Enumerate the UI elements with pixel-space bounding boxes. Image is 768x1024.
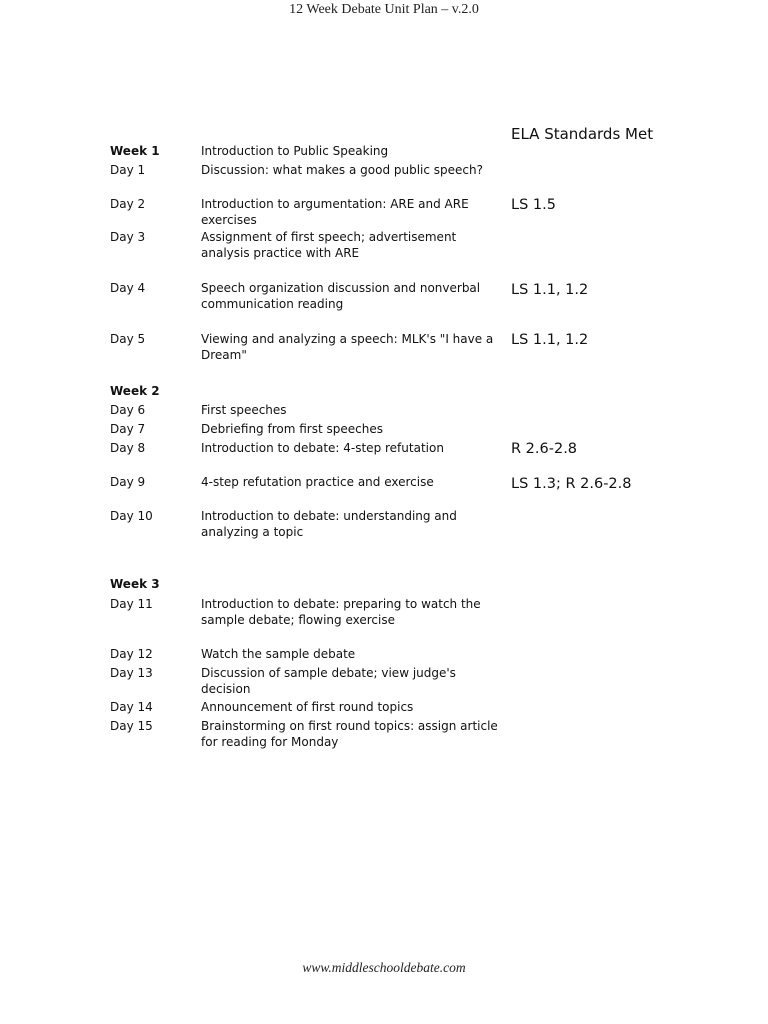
day-label: Day 12: [110, 647, 153, 661]
activity-text: Announcement of first round topics: [201, 700, 414, 714]
day-label: Day 2: [110, 197, 146, 211]
activity-text: Debriefing from first speeches: [201, 422, 383, 436]
day-label: Day 7: [110, 422, 146, 436]
activity-text: Introduction to debate: 4-step refutation: [201, 441, 444, 455]
day-label: Day 6: [110, 403, 146, 417]
day-label: Day 5: [110, 332, 146, 346]
week-heading: Week 3: [110, 577, 160, 591]
activity-text: Introduction to debate: understanding and analyzing a topic: [201, 509, 457, 539]
day-label: Day 10: [110, 509, 153, 523]
activity-text: Introduction to debate: preparing to watch the sample debate; flowing exercise: [201, 597, 481, 627]
activity-text: Speech organization discussion and nonverbal communication reading: [201, 281, 481, 311]
activity-text: Discussion of sample debate; view judge's decision: [201, 666, 456, 696]
day-label: Day 3: [110, 230, 146, 244]
day-label: Day 9: [110, 475, 146, 489]
week-heading: Week 2: [110, 384, 160, 398]
week-heading: Week 1: [110, 144, 160, 158]
day-label: Day 13: [110, 666, 153, 680]
standards-column-heading: ELA Standards Met: [511, 125, 654, 143]
standard-code: LS 1.1, 1.2: [511, 282, 589, 298]
footer-url: www.middleschooldebate.com: [302, 960, 466, 975]
standard-code: R 2.6-2.8: [511, 441, 578, 457]
activity-text: Viewing and analyzing a speech: MLK's "I have a Dream": [201, 332, 494, 362]
day-label: Day 8: [110, 441, 146, 455]
standard-code: LS 1.1, 1.2: [511, 332, 589, 348]
activity-text: First speeches: [201, 403, 287, 417]
day-label: Day 4: [110, 281, 146, 295]
activity-text: Brainstorming on first round topics: assign article for reading for Monday: [201, 719, 498, 749]
day-label: Day 1: [110, 163, 146, 177]
day-label: Day 11: [110, 597, 153, 611]
activity-text: Watch the sample debate: [201, 647, 356, 661]
activity-text: Discussion: what makes a good public speech?: [201, 163, 484, 177]
page-title: 12 Week Debate Unit Plan – v.2.0: [289, 2, 479, 17]
standard-code: LS 1.3; R 2.6-2.8: [511, 476, 632, 492]
activity-text: 4-step refutation practice and exercise: [201, 475, 434, 489]
day-label: Day 14: [110, 700, 153, 714]
activity-text: Assignment of first speech; advertisement analysis practice with ARE: [201, 230, 457, 260]
week-intro: Introduction to Public Speaking: [201, 144, 389, 158]
day-label: Day 15: [110, 719, 153, 733]
standard-code: LS 1.5: [511, 197, 556, 213]
activity-text: Introduction to argumentation: ARE and ARE exercises: [201, 197, 469, 227]
